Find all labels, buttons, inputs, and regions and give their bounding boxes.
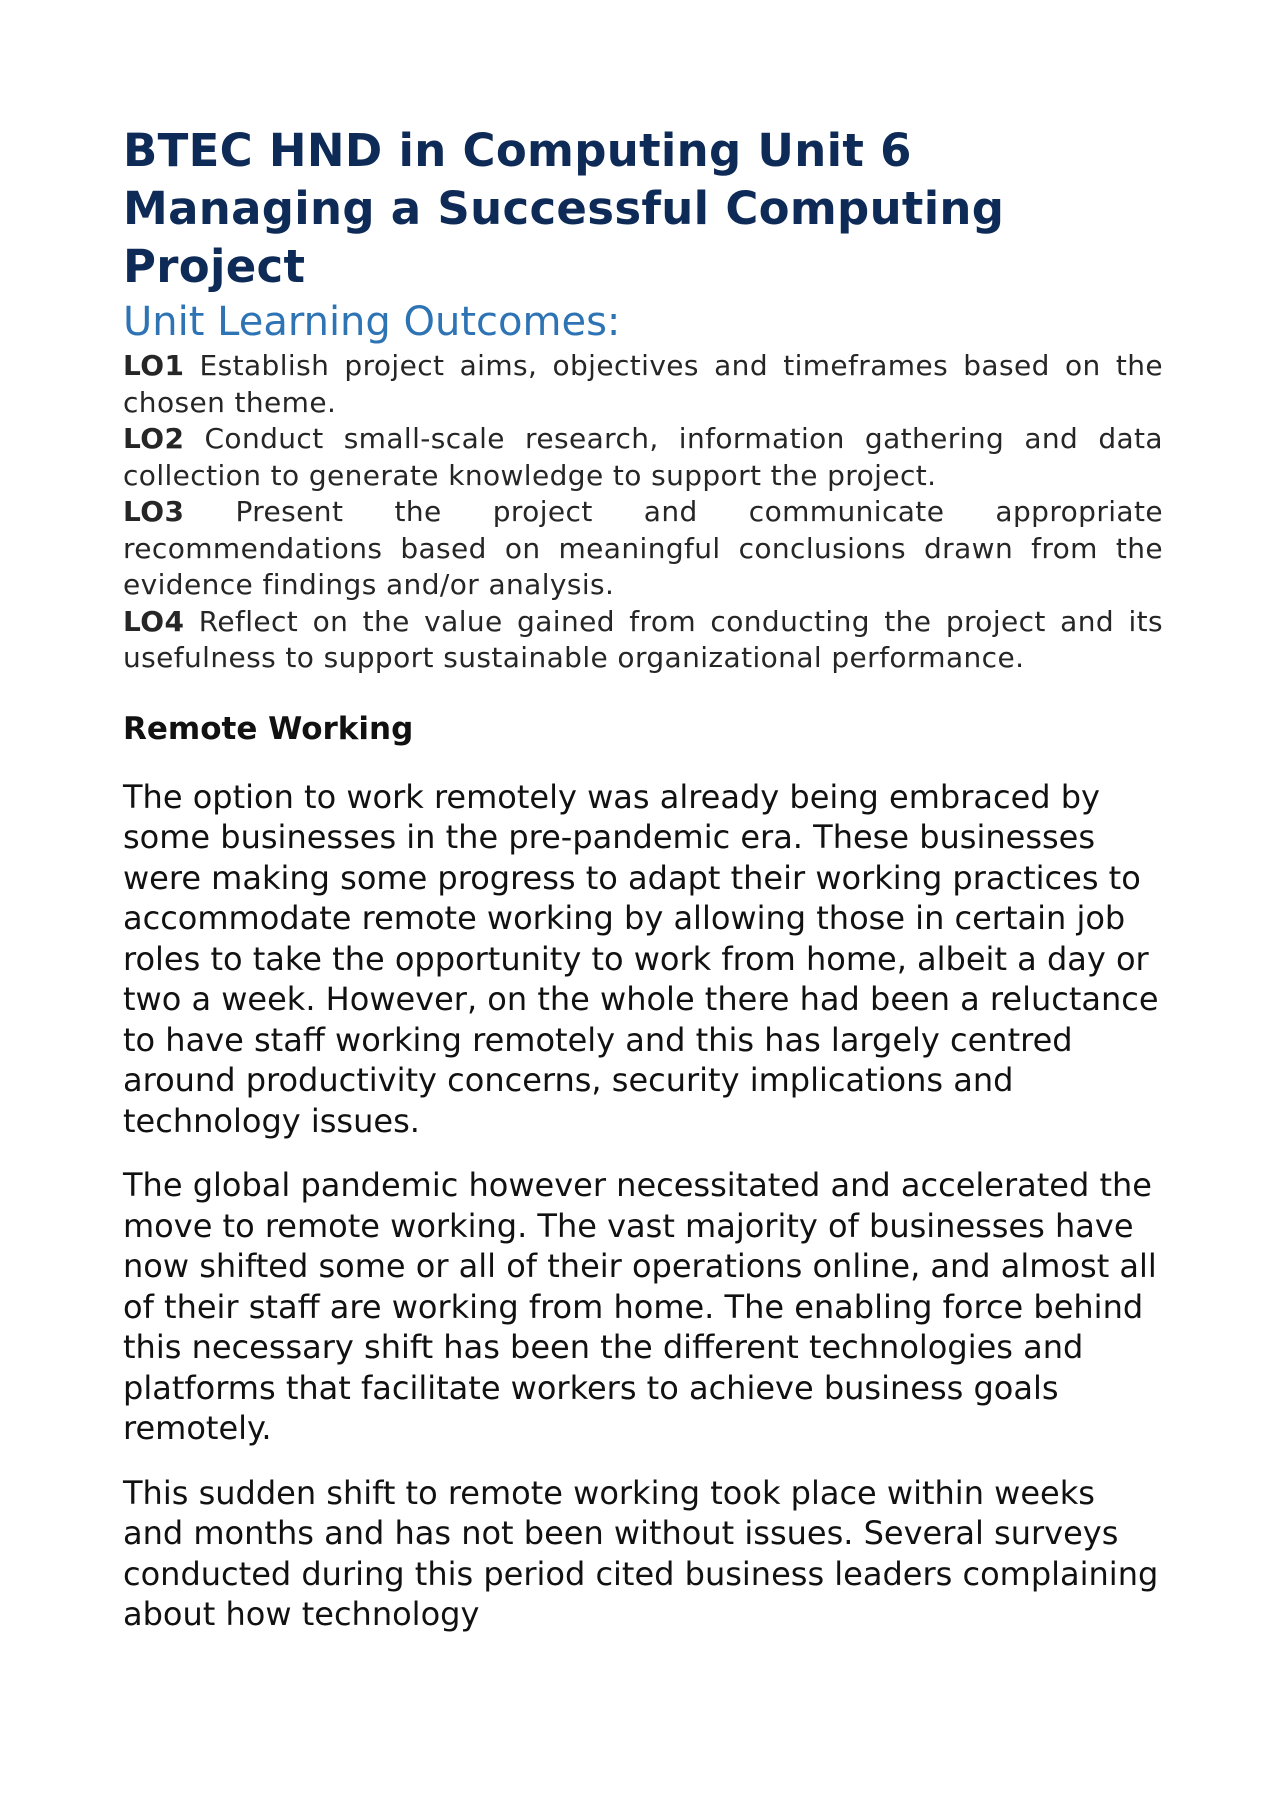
learning-outcome-text: Present the project and communicate appropriate recommendations based on meaningful conclusions drawn from the evidence findings and/or analysis. [123, 495, 1163, 601]
learning-outcome-item [123, 421, 1163, 494]
learning-outcome-code: LO2 [123, 422, 185, 455]
body-paragraph: The option to work remotely was already being embraced by some businesses in the pre-pandemic era. These businesses were making some progress to adapt their working practices to accommodate remote working by allowing those in certain job roles to take the opportunity to work from home, albeit a day or two a week. However, on the whole there had been a reluctance to have staff working remotely and this has largely centred around productivity concerns, security implications and technology issues. [123, 777, 1159, 1140]
learning-outcome-code: LO4 [123, 604, 185, 638]
title-line: BTEC HND in Computing Unit 6 [123, 124, 912, 177]
learning-outcome-text: Establish project aims, objectives and timeframes based on the chosen theme. [123, 349, 1163, 419]
learning-outcome-code: LO1 [123, 349, 185, 382]
learning-outcome-item [123, 604, 1163, 677]
document-title [123, 122, 1163, 296]
learning-outcome-item [123, 494, 1163, 604]
learning-outcome-code: LO3 [123, 495, 185, 528]
body-paragraph: This sudden shift to remote working took place within weeks and months and has not been without issues. Several surveys conducted during this period cited business leaders complaining about how technology [123, 1473, 1159, 1633]
body-paragraph: The global pandemic however necessitated and accelerated the move to remote working. The vast majority of businesses have now shifted some or all of their operations online, and almost all of their staff are working from home. The enabling force behind this necessary shift has been the different technologies and platforms that facilitate workers to achieve business goals remotely. [123, 1166, 1157, 1447]
learning-outcome-text: Reflect on the value gained from conducting the project and its usefulness to support sustainable organizational performance. [123, 604, 1163, 674]
learning-outcome-item [123, 348, 1163, 421]
title-line: Managing a Successful Computing [123, 182, 1005, 235]
learning-outcome-text: Conduct small-scale research, information gathering and data collection to generate knowledge to support the project. [123, 422, 1163, 492]
section-heading-remote-working: Remote Working [123, 710, 414, 747]
learning-outcomes-heading: Unit Learning Outcomes: [123, 299, 621, 345]
learning-outcomes-list [123, 348, 1163, 677]
title-line: Project [123, 240, 306, 293]
document-page [123, 122, 1163, 1635]
